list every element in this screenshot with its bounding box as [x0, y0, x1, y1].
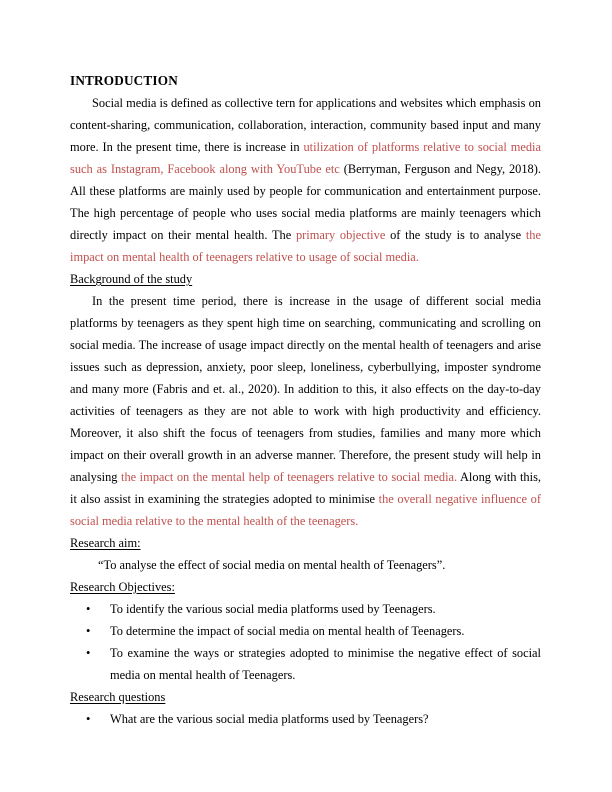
intro-text-segment-3: of the study is to analyse [385, 228, 526, 242]
intro-revision-segment-3: the impact on mental health of teenagers relative to usage of social media. [70, 228, 541, 264]
section-heading-background: Background of the study [70, 272, 193, 286]
objective-text: • To determine the impact of social media on mental health of Teenagers. [110, 624, 465, 638]
background-paragraph [70, 290, 541, 532]
intro-text-segment-1: Social media is defined as collective tern for applications and websites which emphasis on content-sharing, communication, collaboration, interaction, community based input and many more. In the present time, there is increase in [70, 96, 541, 154]
page-title: INTRODUCTION [70, 73, 178, 88]
introduction-paragraph [70, 92, 541, 268]
list-item [70, 708, 541, 730]
list-item [70, 598, 541, 620]
section-heading-research-objectives: Research Objectives: [70, 580, 175, 594]
research-questions-list [70, 708, 541, 730]
background-text-segment-2: Along with this, it also assist in examining the strategies adopted to minimise [70, 470, 541, 506]
research-aim-statement: “To analyse the effect of social media on mental health of Teenagers”. [98, 558, 446, 572]
background-revision-segment-2: the overall negative influence of social media relative to the mental health of the teenagers. [70, 492, 541, 528]
question-text: • What are the various social media platforms used by Teenagers? [110, 712, 429, 726]
intro-text-segment-2: (Berryman, Ferguson and Negy, 2018). All these platforms are mainly used by people for communication and entertainment purpose. The high percentage of people who uses social media platforms are mainly teenagers which directly impact on their mental health. The [70, 162, 541, 242]
intro-revision-segment-1: utilization of platforms relative to social media such as Instagram, Facebook along with YouTube etc [70, 140, 541, 176]
objective-text: • To identify the various social media platforms used by Teenagers. [110, 602, 436, 616]
document-body [70, 70, 541, 730]
list-item [70, 642, 541, 686]
background-revision-segment-1: the impact on the mental help of teenagers relative to social media. [121, 470, 458, 484]
background-text-segment-1: In the present time period, there is increase in the usage of different social media platforms by teenagers as they spent high time on searching, communicating and scrolling on social media. The increase of usage impact directly on the mental health of teenagers and arise issues such as depression, anxiety, poor sleep, loneliness, cyberbullying, imposter syndrome and many more (Fabris and et. al., 2020). In addition to this, it also effects on the day-to-day activities of teenagers as they are not able to work with high productivity and efficiency. Moreover, it also shift the focus of teenagers from studies, families and many more which impact on their overall growth in an adverse manner. Therefore, the present study will help in analysing [70, 294, 541, 484]
objective-text: • To examine the ways or strategies adopted to minimise the negative effect of social media on mental health of Teenagers. [110, 646, 541, 682]
section-heading-research-aim: Research aim: [70, 536, 141, 550]
intro-revision-segment-2: primary objective [295, 228, 386, 242]
section-heading-research-questions: Research questions [70, 690, 166, 704]
list-item [70, 620, 541, 642]
research-objectives-list [70, 598, 541, 686]
